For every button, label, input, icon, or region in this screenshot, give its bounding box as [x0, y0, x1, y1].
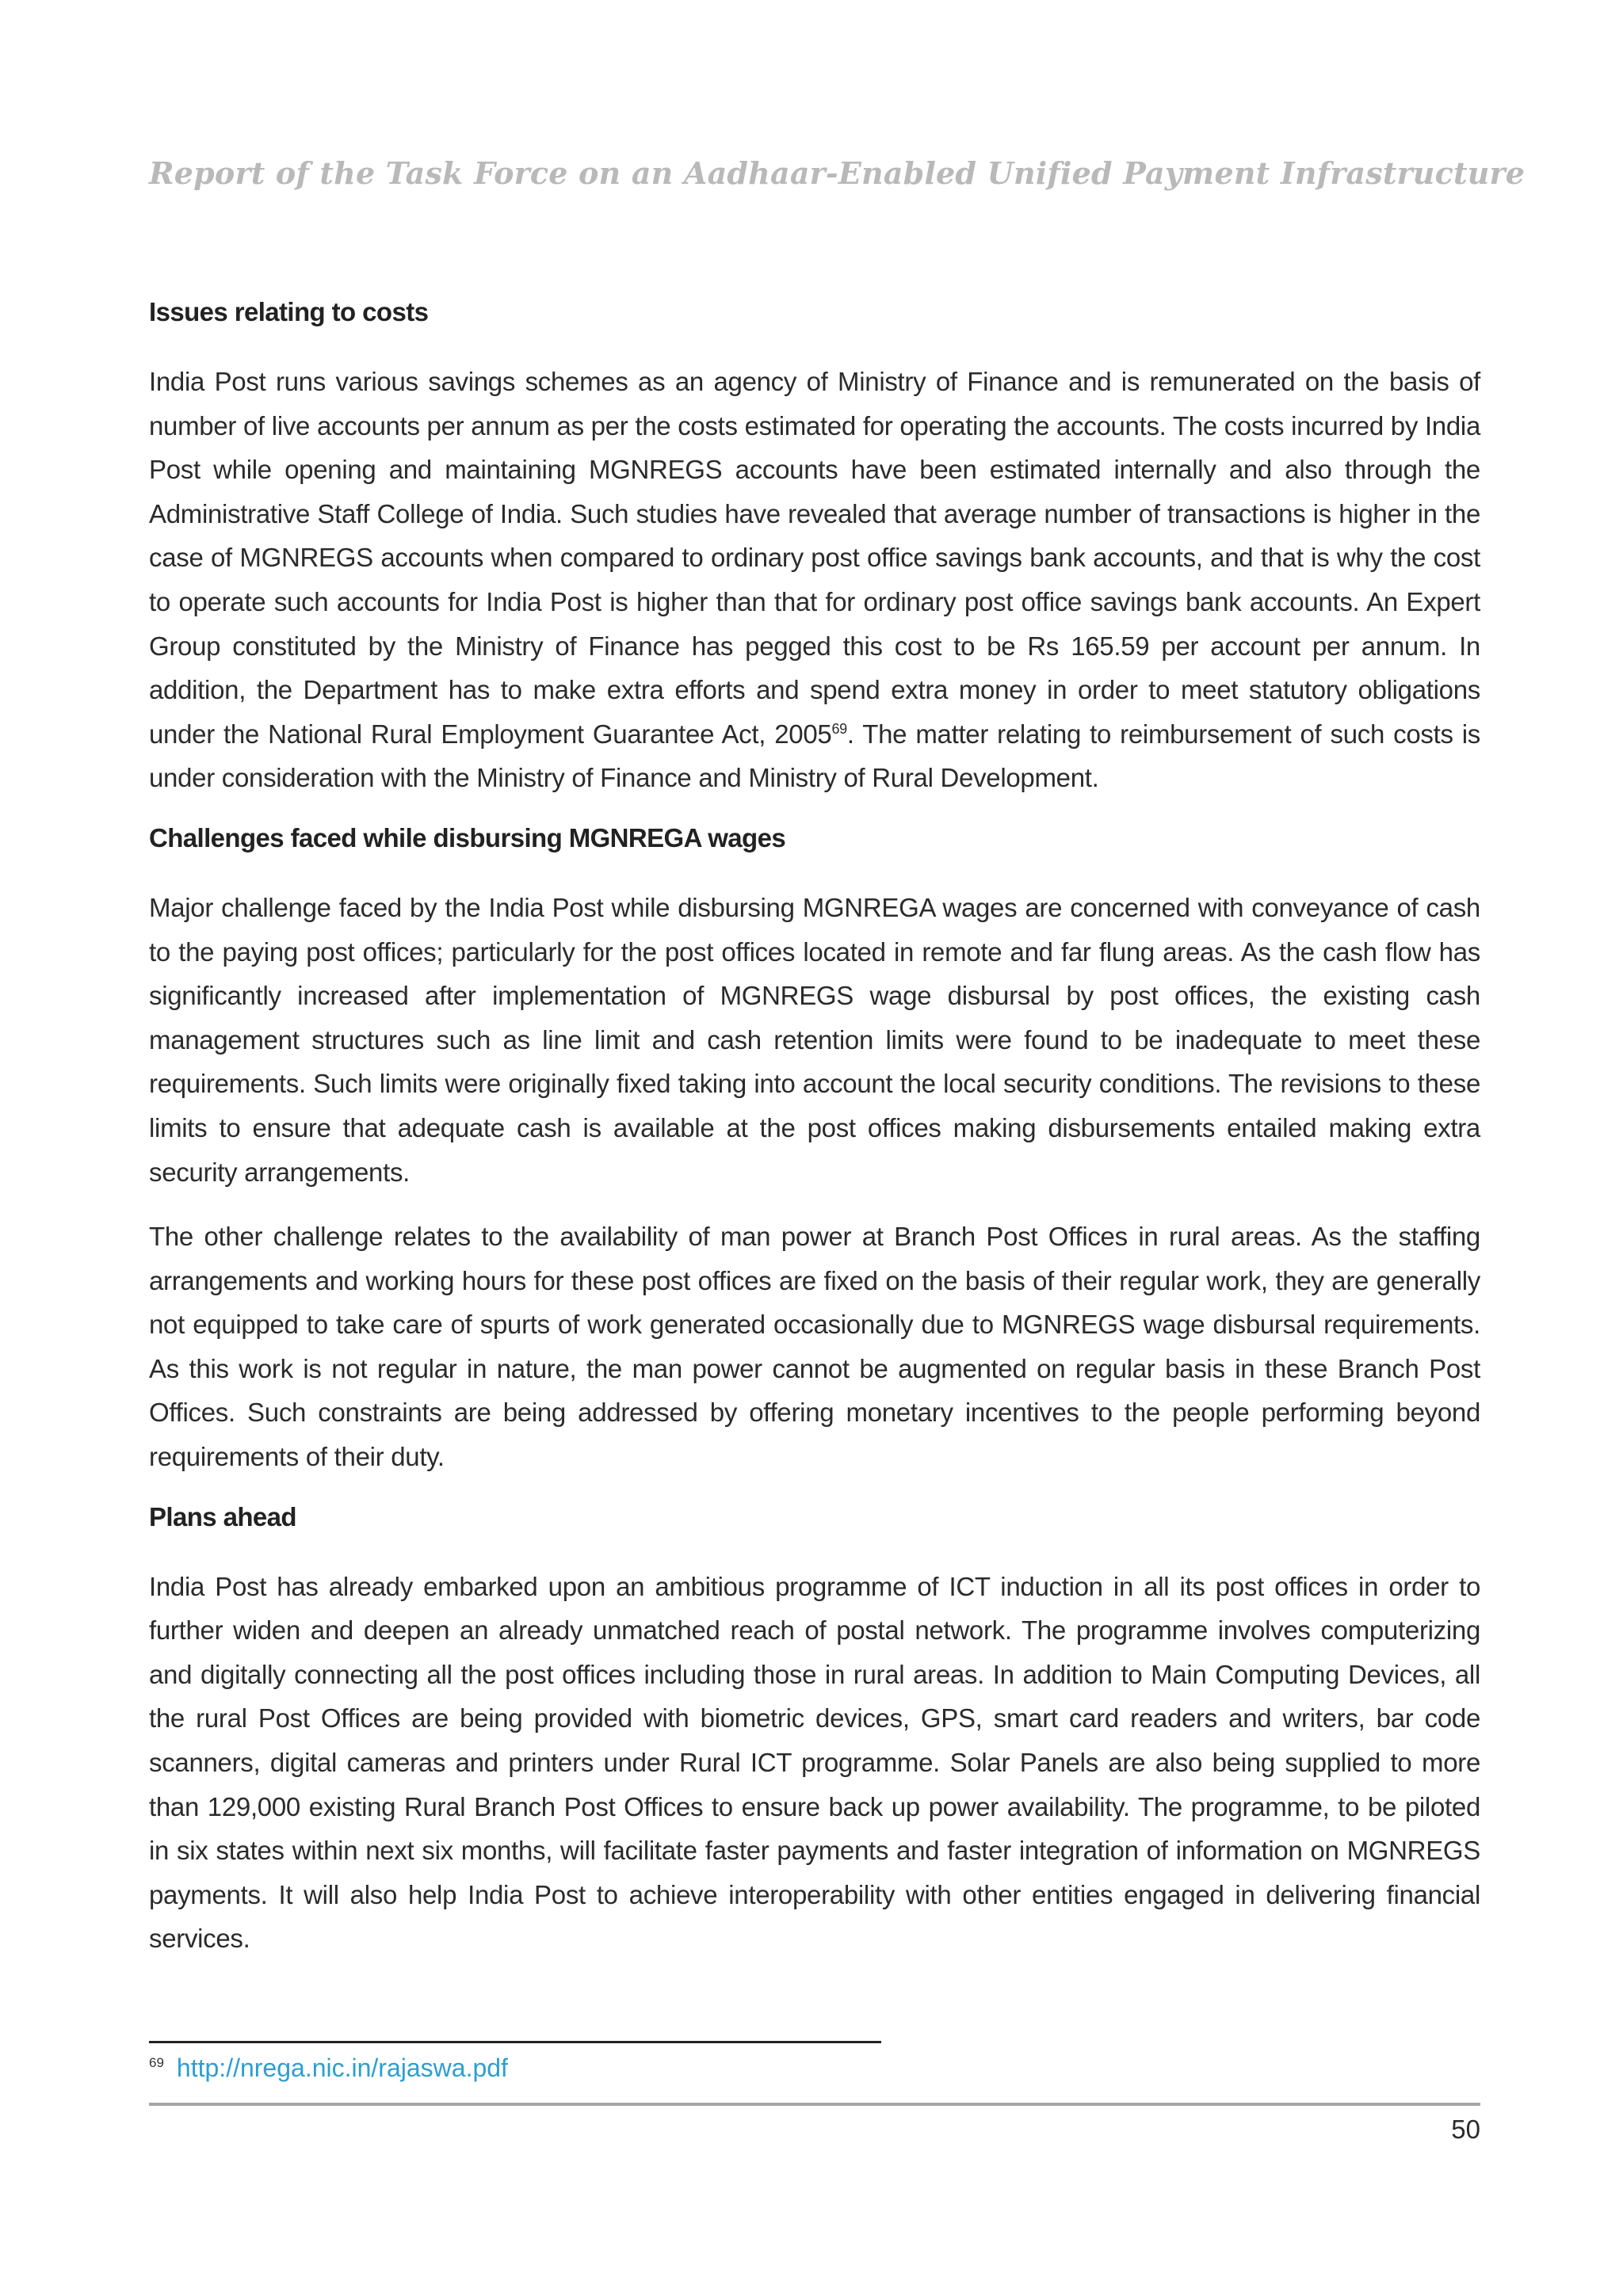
paragraph-man-power: The other challenge relates to the availability of man power at Branch Post Offices in rural areas. As the staffing arrangements and working hours for these post offices are fixed on the basis of their regular work, they are generally not equipped to take care of spurts of work generated occasionally due to MGNREGS wage disbursal requirements. As this work is not regular in nature, the man power cannot be augmented on regular basis in these Branch Post Offices. Such constraints are being addressed by offering monetary incentives to the people performing beyond requirements of their duty.: [149, 1222, 1480, 1472]
paragraph-plans: India Post has already embarked upon an ambitious programme of ICT induction in all its post offices in order to further widen and deepen an already unmatched reach of postal network. The programme involves computerizing and digitally connecting all the post offices including those in rural areas. In addition to Main Computing Devices, all the rural Post Offices are being provided with biometric devices, GPS, smart card readers and writers, bar code scanners, digital cameras and printers under Rural ICT programme. Solar Panels are also being supplied to more than 129,000 existing Rural Branch Post Offices to ensure back up power availability. The programme, to be piloted in six states within next six months, will facilitate faster payments and faster integration of information on MGNREGS payments. It will also help India Post to achieve interoperability with other entities engaged in delivering financial services.: [149, 1571, 1480, 1954]
section-heading-challenges: Challenges faced while disbursing MGNREGA wages: [149, 822, 786, 852]
document-page: [149, 0, 1526, 2296]
footnote-link[interactable]: http://nrega.nic.in/rajaswa.pdf: [176, 2054, 508, 2082]
footnote-reference[interactable]: 69: [831, 720, 847, 737]
section-heading-costs: Issues relating to costs: [149, 297, 429, 326]
page-bottom-rule: [149, 2103, 1480, 2106]
paragraph-text: India Post runs various savings schemes as an agency of Ministry of Finance and is remunerated on the basis of number of live accounts per annum as per the costs estimated for operating the accounts. The costs incurred by India Post while opening and maintaining MGNREGS accounts have been estimated internally and also through the Administrative Staff College of India. Such studies have revealed that average number of transactions is higher in the case of MGNREGS accounts when compared to ordinary post office savings bank accounts, and that is why the cost to operate such accounts for India Post is higher than that for ordinary post office savings bank accounts. An Expert Group constituted by the Ministry of Finance has pegged this cost to be Rs 165.59 per account per annum. In addition, the Department has to make extra efforts and spend extra money in order to meet statutory obligations under the National Rural Employment Guarantee Act, 2005: [149, 367, 1480, 749]
page-body: [149, 295, 1480, 1981]
paragraph-costs: [149, 360, 1480, 800]
paragraph-cash-conveyance: Major challenge faced by the India Post while disbursing MGNREGA wages are concerned with conveyance of cash to the paying post offices; particularly for the post offices located in remote and far flung areas. As the cash flow has significantly increased after implementation of MGNREGS wage disbursal by post offices, the existing cash management structures such as line limit and cash retention limits were found to be inadequate to meet these requirements. Such limits were originally fixed taking into account the local security conditions. The revisions to these limits to ensure that adequate cash is available at the post offices making disbursements entailed making extra security arrangements.: [149, 892, 1480, 1187]
section-heading-plans: Plans ahead: [149, 1501, 296, 1531]
footnote-separator: [149, 2041, 881, 2043]
page-number: 50: [1451, 2115, 1480, 2144]
footnote-number: 69: [149, 2055, 164, 2071]
running-header: Report of the Task Force on an Aadhaar-Enabled Unified Payment Infrastructure: [149, 155, 1526, 191]
paragraph-text: . The matter relating to reimbursement of such costs is under consideration with the Ministry of Finance and Ministry of Rural Development.: [149, 719, 1480, 793]
footnote: [149, 2052, 508, 2084]
